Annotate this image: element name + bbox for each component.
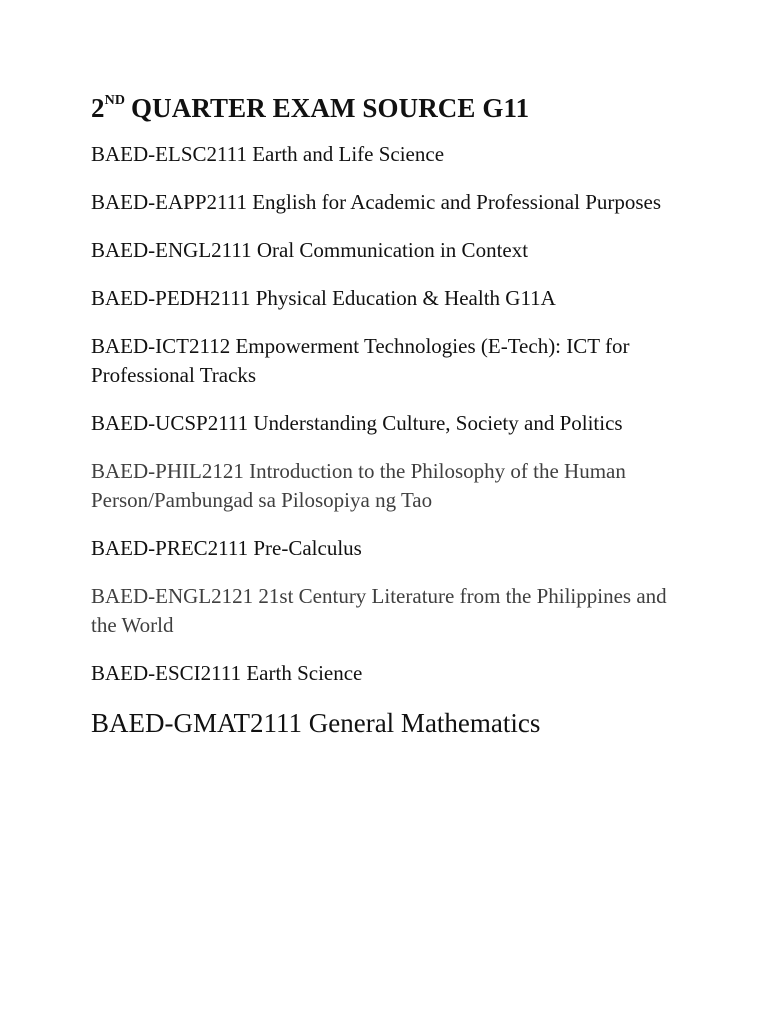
course-item: BAED-PREC2111 Pre-Calculus <box>91 536 362 561</box>
title-prefix: 2 <box>91 93 105 123</box>
course-item: BAED-ELSC2111 Earth and Life Science <box>91 142 445 167</box>
course-item: BAED-GMAT2111 General Mathematics <box>91 708 541 739</box>
course-item: BAED-PEDH2111 Physical Education & Health G11A <box>91 286 556 311</box>
title-superscript: ND <box>104 93 126 108</box>
course-list <box>91 140 691 739</box>
course-item: BAED-ICT2112 Empowerment Technologies (E-Tech): ICT for Professional Tracks <box>91 334 630 388</box>
course-item: BAED-PHIL2121 Introduction to the Philosophy of the Human Person/Pambungad sa Pilosopiya ng Tao <box>91 459 626 513</box>
title-text: QUARTER EXAM SOURCE G11 <box>131 93 530 123</box>
document-title <box>91 92 691 124</box>
course-item: BAED-ENGL2111 Oral Communication in Context <box>91 238 529 263</box>
exam-source-document <box>91 92 691 758</box>
course-item: BAED-ENGL2121 21st Century Literature from the Philippines and the World <box>91 584 667 638</box>
course-item: BAED-EAPP2111 English for Academic and Professional Purposes <box>91 190 662 215</box>
course-item: BAED-ESCI2111 Earth Science <box>91 661 363 686</box>
course-item: BAED-UCSP2111 Understanding Culture, Society and Politics <box>91 411 623 436</box>
